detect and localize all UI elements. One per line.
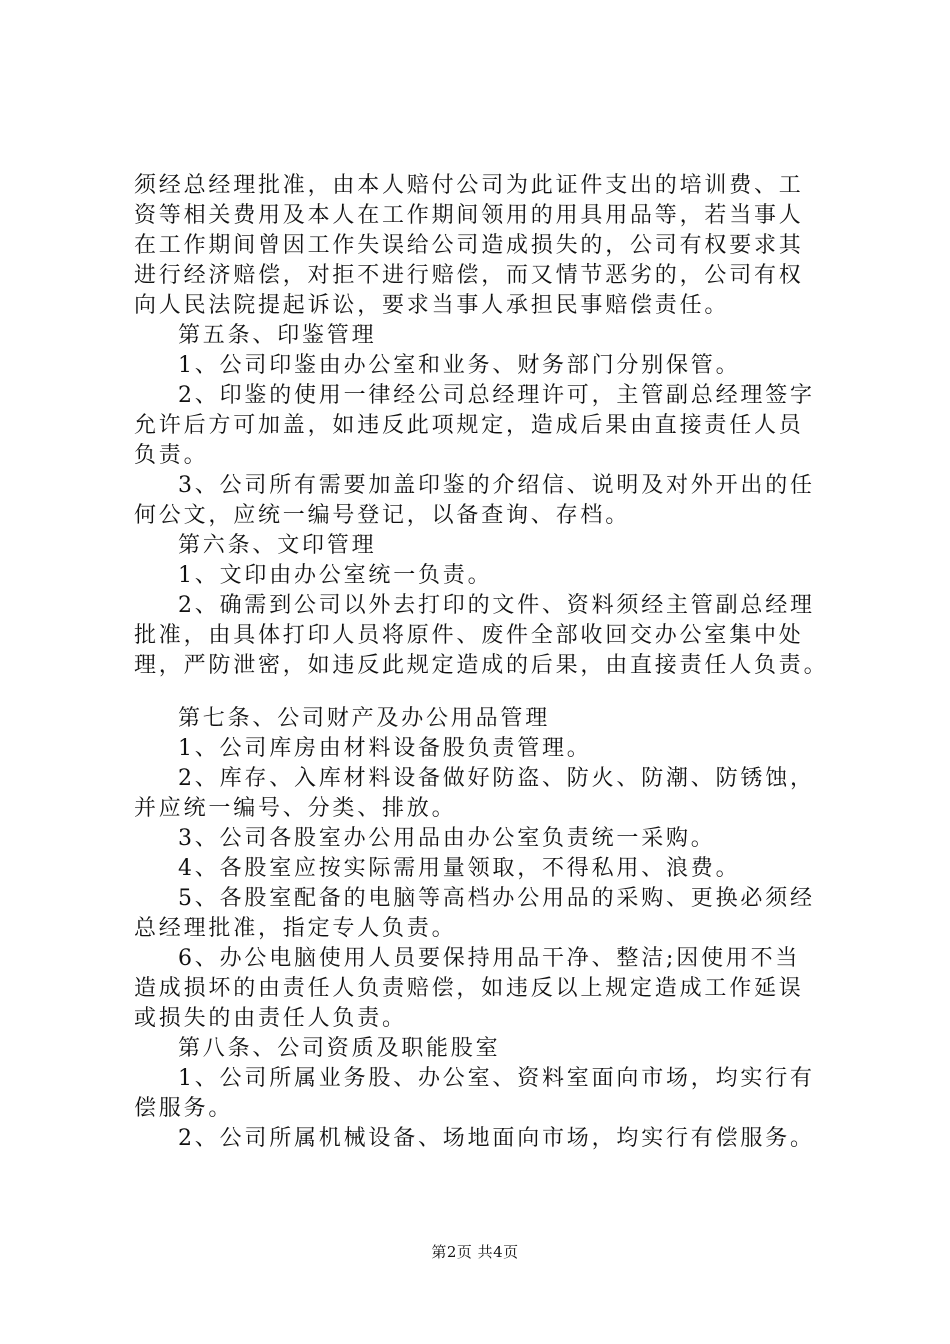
text-line: 偿服务。	[134, 1096, 234, 1121]
text-line: 允许后方可加盖，如违反此项规定，造成后果由直接责任人员	[134, 413, 804, 438]
text-line: 向人民法院提起诉讼，要求当事人承担民事赔偿责任。	[134, 293, 730, 318]
text-line: 总经理批准，指定专人负责。	[134, 916, 457, 941]
text-line: 第五条、印鉴管理	[178, 323, 377, 348]
text-line: 或损失的由责任人负责。	[134, 1006, 407, 1031]
page-footer: 第2页 共4页	[431, 1243, 519, 1261]
text-line: 第六条、文印管理	[178, 533, 377, 558]
text-line: 负责。	[134, 443, 209, 468]
text-line: 1、公司库房由材料设备股负责管理。	[178, 736, 592, 761]
document-body	[134, 171, 834, 1154]
text-line: 并应统一编号、分类、排放。	[134, 796, 457, 821]
text-line: 造成损坏的由责任人负责赔偿，如违反以上规定造成工作延误	[134, 976, 804, 1001]
text-line: 进行经济赔偿，对拒不进行赔偿，而又情节恶劣的，公司有权	[134, 263, 804, 288]
text-line: 2、公司所属机械设备、场地面向市场，均实行有偿服务。	[178, 1126, 815, 1151]
text-line: 5、各股室配备的电脑等高档办公用品的采购、更换必须经	[178, 886, 815, 911]
text-line: 1、文印由办公室统一负责。	[178, 563, 493, 588]
text-line: 6、办公电脑使用人员要保持用品干净、整洁;因使用不当	[178, 946, 801, 971]
text-line: 2、库存、入库材料设备做好防盗、防火、防潮、防锈蚀，	[178, 766, 815, 791]
text-line: 批准，由具体打印人员将原件、废件全部收回交办公室集中处	[134, 623, 804, 648]
text-line: 理，严防泄密，如违反此规定造成的后果，由直接责任人负责。	[134, 653, 829, 678]
text-line: 1、公司印鉴由办公室和业务、财务部门分别保管。	[178, 353, 741, 378]
paragraph-gap	[134, 681, 834, 704]
text-line: 2、印鉴的使用一律经公司总经理许可，主管副总经理签字	[178, 383, 815, 408]
text-line: 4、各股室应按实际需用量领取，不得私用、浪费。	[178, 856, 741, 881]
text-line: 在工作期间曾因工作失误给公司造成损失的，公司有权要求其	[134, 233, 804, 258]
text-line: 1、公司所属业务股、办公室、资料室面向市场，均实行有	[178, 1066, 815, 1091]
text-line: 3、公司所有需要加盖印鉴的介绍信、说明及对外开出的任	[178, 473, 815, 498]
text-line: 资等相关费用及本人在工作期间领用的用具用品等，若当事人	[134, 203, 804, 228]
text-line: 3、公司各股室办公用品由办公室负责统一采购。	[178, 826, 716, 851]
text-line: 第八条、公司资质及职能股室	[178, 1036, 501, 1061]
text-line: 何公文，应统一编号登记，以备查询、存档。	[134, 503, 631, 528]
text-line: 须经总经理批准，由本人赔付公司为此证件支出的培训费、工	[134, 173, 804, 198]
text-line: 第七条、公司财产及办公用品管理	[178, 706, 551, 731]
text-line: 2、确需到公司以外去打印的文件、资料须经主管副总经理	[178, 593, 815, 618]
